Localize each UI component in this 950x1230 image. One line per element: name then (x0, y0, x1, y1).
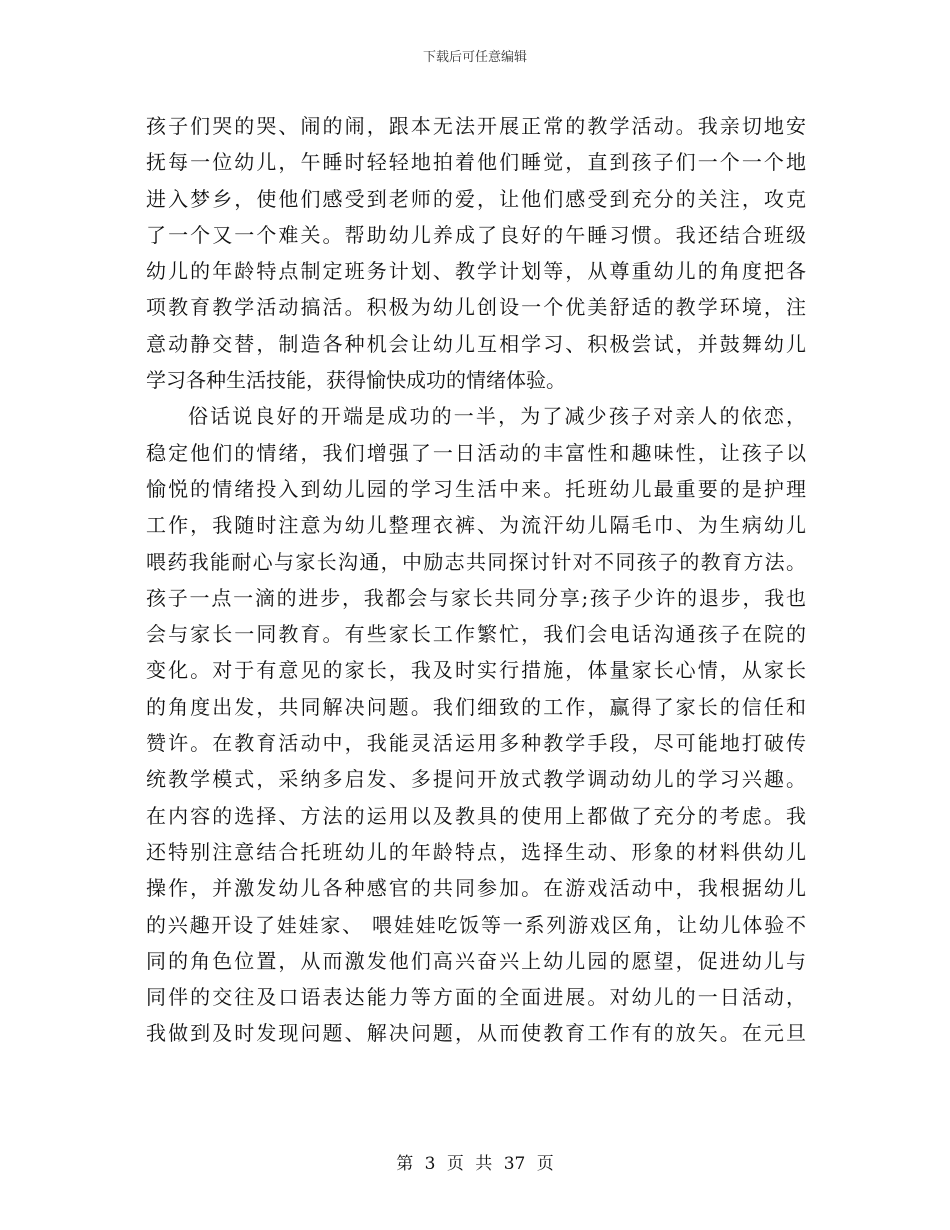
text-line: 喂药我能耐心与家长沟通，中励志共同探讨针对不同孩子的教育方法。 (146, 549, 806, 574)
paragraph-first-line: 俗话说良好的开端是成功的一半，为了减少孩子对亲人的依恋， (188, 404, 806, 429)
text-line: 学习各种生活技能，获得愉快成功的情绪体验。 (146, 368, 566, 393)
text-line: 同伴的交往及口语表达能力等方面的全面进展。对幼儿的一日活动， (146, 985, 806, 1010)
text-line: 孩子一点一滴的进步，我都会与家长共同分享;孩子少许的退步，我也 (146, 585, 806, 610)
text-line: 在内容的选择、方法的运用以及教具的使用上都做了充分的考虑。我 (146, 803, 806, 828)
text-line: 的兴趣开设了娃娃家、 喂娃娃吃饭等一系列游戏区角，让幼儿体验不 (146, 912, 806, 937)
text-line: 同的角色位置，从而激发他们高兴奋兴上幼儿园的愿望，促进幼儿与 (146, 948, 806, 973)
text-line: 会与家长一同教育。有些家长工作繁忙，我们会电话沟通孩子在院的 (146, 622, 806, 647)
text-line: 稳定他们的情绪，我们增强了一日活动的丰富性和趣味性，让孩子以 (146, 440, 806, 465)
text-line: 我做到及时发现问题、解决问题，从而使教育工作有的放矢。在元旦 (146, 1021, 806, 1046)
text-line: 赞许。在教育活动中，我能灵活运用多种教学手段，尽可能地打破传 (146, 731, 806, 756)
text-line: 项教育教学活动搞活。积极为幼儿创设一个优美舒适的教学环境，注 (146, 295, 806, 320)
text-line: 幼儿的年龄特点制定班务计划、教学计划等，从尊重幼儿的角度把各 (146, 259, 806, 284)
text-line: 的角度出发，共同解决问题。我们细致的工作，赢得了家长的信任和 (146, 694, 806, 719)
text-line: 统教学模式，采纳多启发、多提问开放式教学调动幼儿的学习兴趣。 (146, 767, 806, 792)
text-line: 愉悦的情绪投入到幼儿园的学习生活中来。托班幼儿最重要的是护理 (146, 476, 806, 501)
text-line: 抚每一位幼儿，午睡时轻轻地拍着他们睡觉，直到孩子们一个一个地 (146, 150, 806, 175)
text-line: 孩子们哭的哭、闹的闹，跟本无法开展正常的教学活动。我亲切地安 (146, 114, 806, 138)
text-line: 意动静交替，制造各种机会让幼儿互相学习、积极尝试，并鼓舞幼儿 (146, 331, 806, 356)
text-line: 进入梦乡，使他们感受到老师的爱，让他们感受到充分的关注，攻克 (146, 186, 806, 211)
document-body (146, 108, 806, 1052)
text-line: 了一个又一个难关。帮助幼儿养成了良好的午睡习惯。我还结合班级 (146, 222, 806, 247)
page-header: 下载后可任意编辑 (422, 50, 527, 65)
text-line: 工作，我随时注意为幼儿整理衣裤、为流汗幼儿隔毛巾、为生病幼儿 (146, 513, 806, 538)
text-line: 还特别注意结合托班幼儿的年龄特点，选择生动、形象的材料供幼儿 (146, 839, 806, 864)
page-number-footer: 第 3 页 共 37 页 (396, 1154, 554, 1174)
text-line: 操作，并激发幼儿各种感官的共同参加。在游戏活动中，我根据幼儿 (146, 876, 806, 901)
text-line: 变化。对于有意见的家长，我及时实行措施，体量家长心情，从家长 (146, 658, 806, 683)
